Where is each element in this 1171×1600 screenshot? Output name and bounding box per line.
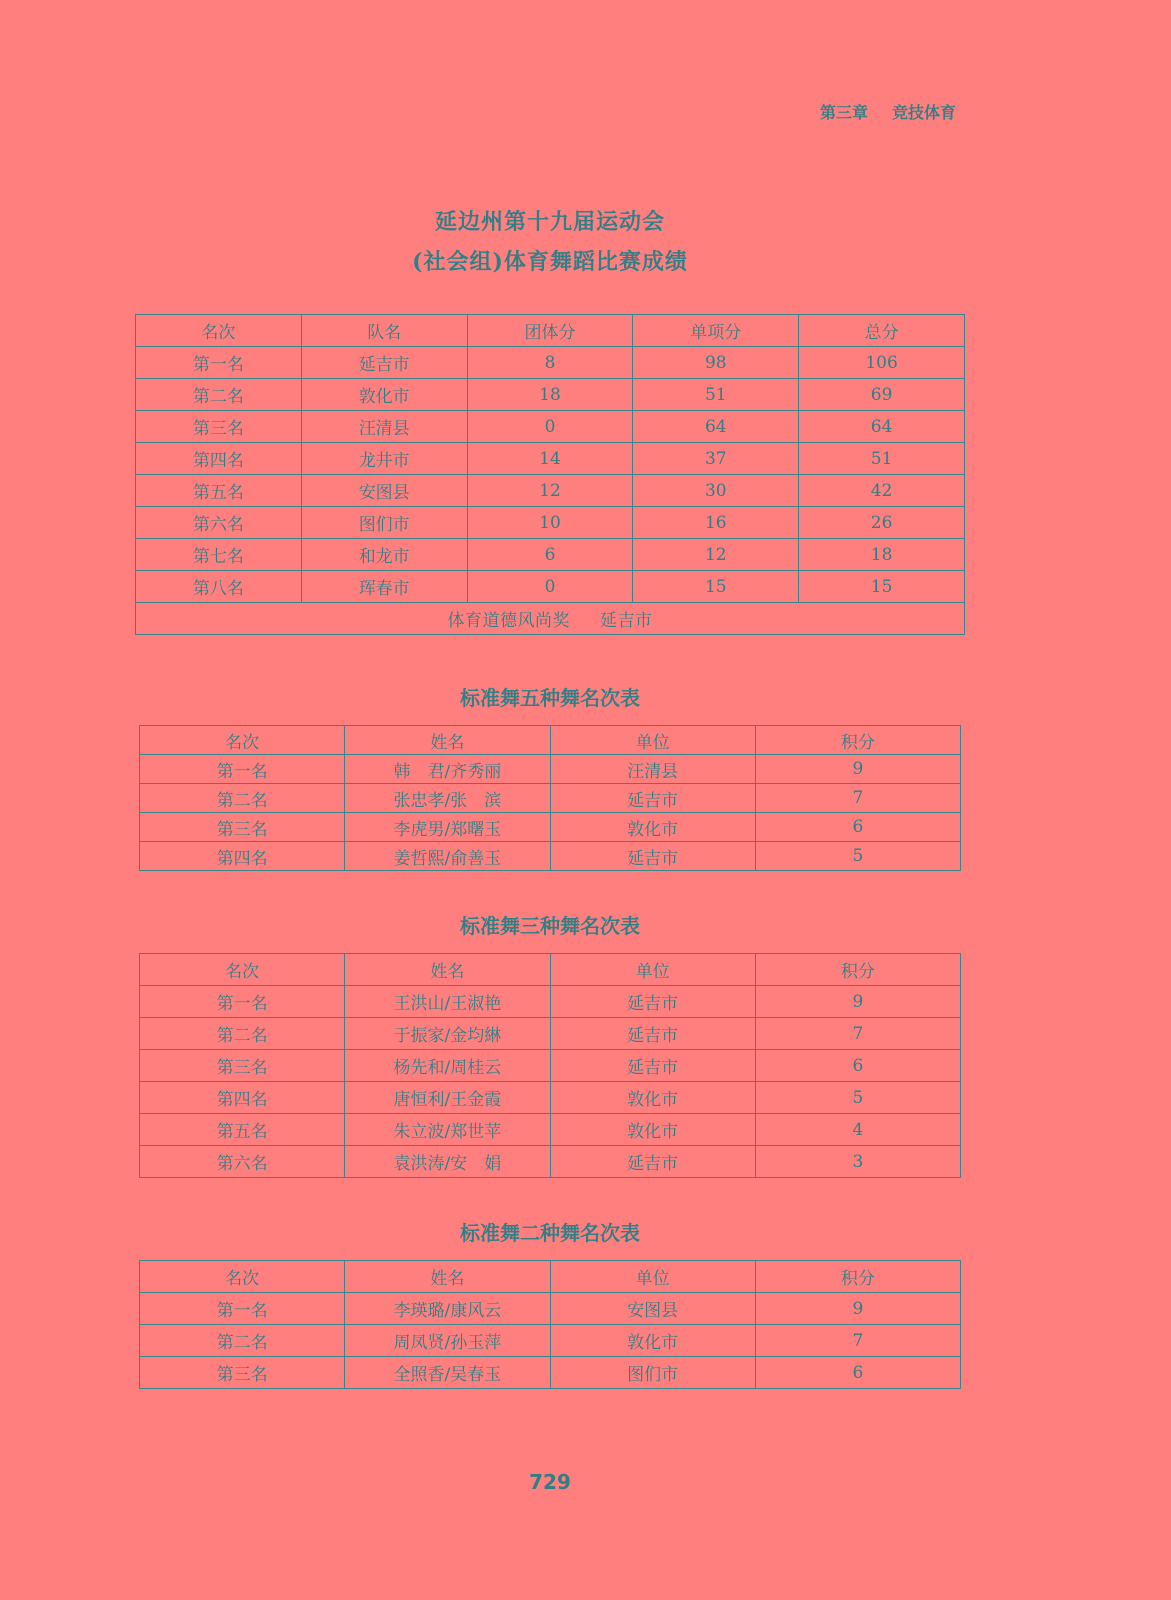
- rank-cell: 第一名: [140, 986, 345, 1018]
- team-cell: 图们市: [301, 507, 467, 539]
- name-cell: 杨先和/周桂云: [345, 1050, 550, 1082]
- column-header: 单项分: [633, 315, 799, 347]
- unit-cell: 图们市: [550, 1357, 755, 1389]
- rank-cell: 第五名: [140, 1114, 345, 1146]
- team-score-cell: 12: [467, 475, 633, 507]
- award-name: 体育道德风尚奖: [447, 611, 570, 631]
- event-score-cell: 15: [633, 571, 799, 603]
- team-score-cell: 6: [467, 539, 633, 571]
- unit-cell: 延吉市: [550, 1018, 755, 1050]
- rank-cell: 第三名: [140, 813, 345, 842]
- unit-cell: 延吉市: [550, 842, 755, 871]
- table-row: [140, 1357, 961, 1389]
- name-cell: 张忠孝/张 滨: [345, 784, 550, 813]
- table-row: [136, 507, 965, 539]
- team-cell: 和龙市: [301, 539, 467, 571]
- rank-cell: 第三名: [136, 411, 302, 443]
- rank-cell: 第二名: [140, 1325, 345, 1357]
- chapter-label: 第三章: [820, 103, 869, 122]
- table-header-row: [140, 954, 961, 986]
- event-score-cell: 51: [633, 379, 799, 411]
- event-score-cell: 30: [633, 475, 799, 507]
- points-cell: 7: [755, 1018, 960, 1050]
- event-score-cell: 37: [633, 443, 799, 475]
- table-row: [140, 1018, 961, 1050]
- table-row: [140, 1325, 961, 1357]
- unit-cell: 敦化市: [550, 1114, 755, 1146]
- team-cell: 敦化市: [301, 379, 467, 411]
- column-header: 积分: [755, 726, 960, 755]
- unit-cell: 延吉市: [550, 1050, 755, 1082]
- std5-title: 标准舞五种舞名次表: [460, 686, 640, 710]
- points-cell: 9: [755, 986, 960, 1018]
- points-cell: 4: [755, 1114, 960, 1146]
- column-header: 单位: [550, 1261, 755, 1293]
- points-cell: 7: [755, 784, 960, 813]
- table-row: [140, 1293, 961, 1325]
- total-score-cell: 69: [799, 379, 965, 411]
- table-row: [140, 784, 961, 813]
- table-header-row: [136, 315, 965, 347]
- column-header: 名次: [140, 726, 345, 755]
- team-score-cell: 18: [467, 379, 633, 411]
- team-cell: 延吉市: [301, 347, 467, 379]
- column-header: 名次: [140, 1261, 345, 1293]
- points-cell: 3: [755, 1146, 960, 1178]
- event-score-cell: 64: [633, 411, 799, 443]
- table-row: [136, 539, 965, 571]
- total-score-cell: 26: [799, 507, 965, 539]
- points-cell: 9: [755, 1293, 960, 1325]
- team-score-cell: 10: [467, 507, 633, 539]
- team-score-cell: 0: [467, 411, 633, 443]
- name-cell: 袁洪涛/安 娟: [345, 1146, 550, 1178]
- table-row: [140, 1114, 961, 1146]
- rank-cell: 第六名: [140, 1146, 345, 1178]
- table-header-row: [140, 726, 961, 755]
- total-score-cell: 42: [799, 475, 965, 507]
- unit-cell: 敦化市: [550, 813, 755, 842]
- rank-cell: 第二名: [140, 784, 345, 813]
- section-label: 竞技体育: [892, 103, 957, 122]
- unit-cell: 延吉市: [550, 1146, 755, 1178]
- table-row: [136, 571, 965, 603]
- team-cell: 龙井市: [301, 443, 467, 475]
- points-cell: 5: [755, 1082, 960, 1114]
- name-cell: 唐恒利/王金霞: [345, 1082, 550, 1114]
- table-row: [136, 411, 965, 443]
- name-cell: 全照香/吴春玉: [345, 1357, 550, 1389]
- table-row: [140, 1050, 961, 1082]
- points-cell: 5: [755, 842, 960, 871]
- total-score-cell: 15: [799, 571, 965, 603]
- column-header: 名次: [136, 315, 302, 347]
- column-header: 名次: [140, 954, 345, 986]
- rank-cell: 第二名: [140, 1018, 345, 1050]
- table-row: [136, 475, 965, 507]
- team-results-table: [135, 314, 965, 635]
- unit-cell: 敦化市: [550, 1325, 755, 1357]
- column-header: 姓名: [345, 954, 550, 986]
- std3-table: [139, 953, 961, 1178]
- page-title: 延边州第十九届运动会: [434, 209, 665, 235]
- unit-cell: 延吉市: [550, 986, 755, 1018]
- name-cell: 韩 君/齐秀丽: [345, 755, 550, 784]
- name-cell: 李瑛璐/康风云: [345, 1293, 550, 1325]
- name-cell: 周凤贤/孙玉萍: [345, 1325, 550, 1357]
- points-cell: 6: [755, 1357, 960, 1389]
- rank-cell: 第六名: [136, 507, 302, 539]
- total-score-cell: 51: [799, 443, 965, 475]
- team-score-cell: 8: [467, 347, 633, 379]
- rank-cell: 第三名: [140, 1357, 345, 1389]
- unit-cell: 延吉市: [550, 784, 755, 813]
- rank-cell: 第一名: [136, 347, 302, 379]
- rank-cell: 第一名: [140, 1293, 345, 1325]
- rank-cell: 第四名: [136, 443, 302, 475]
- column-header: 总分: [799, 315, 965, 347]
- total-score-cell: 64: [799, 411, 965, 443]
- team-cell: 汪清县: [301, 411, 467, 443]
- column-header: 单位: [550, 726, 755, 755]
- std2-title: 标准舞二种舞名次表: [460, 1221, 640, 1245]
- rank-cell: 第四名: [140, 842, 345, 871]
- team-cell: 安图县: [301, 475, 467, 507]
- column-header: 队名: [301, 315, 467, 347]
- event-score-cell: 16: [633, 507, 799, 539]
- std3-title: 标准舞三种舞名次表: [460, 914, 640, 938]
- team-score-cell: 14: [467, 443, 633, 475]
- rank-cell: 第三名: [140, 1050, 345, 1082]
- name-cell: 姜哲熙/俞善玉: [345, 842, 550, 871]
- unit-cell: 汪清县: [550, 755, 755, 784]
- table-row: [136, 379, 965, 411]
- column-header: 单位: [550, 954, 755, 986]
- table-row: [140, 986, 961, 1018]
- table-row: [140, 813, 961, 842]
- rank-cell: 第四名: [140, 1082, 345, 1114]
- table-row: [140, 842, 961, 871]
- name-cell: 李虎男/郑曙玉: [345, 813, 550, 842]
- event-score-cell: 98: [633, 347, 799, 379]
- award-row: [136, 603, 965, 635]
- table-header-row: [140, 1261, 961, 1293]
- std2-table: [139, 1260, 961, 1389]
- name-cell: 于振家/金均綝: [345, 1018, 550, 1050]
- award-winner: 延吉市: [600, 611, 653, 631]
- table-row: [140, 1146, 961, 1178]
- award-cell: [136, 603, 965, 635]
- rank-cell: 第一名: [140, 755, 345, 784]
- rank-cell: 第五名: [136, 475, 302, 507]
- rank-cell: 第二名: [136, 379, 302, 411]
- points-cell: 7: [755, 1325, 960, 1357]
- team-score-cell: 0: [467, 571, 633, 603]
- total-score-cell: 18: [799, 539, 965, 571]
- name-cell: 王洪山/王淑艳: [345, 986, 550, 1018]
- total-score-cell: 106: [799, 347, 965, 379]
- team-cell: 珲春市: [301, 571, 467, 603]
- page-subtitle: (社会组)体育舞蹈比赛成绩: [412, 249, 688, 275]
- event-score-cell: 12: [633, 539, 799, 571]
- column-header: 积分: [755, 954, 960, 986]
- name-cell: 朱立波/郑世苹: [345, 1114, 550, 1146]
- std5-table: [139, 725, 961, 871]
- table-row: [136, 347, 965, 379]
- rank-cell: 第八名: [136, 571, 302, 603]
- page-number: 729: [529, 1470, 571, 1494]
- points-cell: 6: [755, 1050, 960, 1082]
- column-header: 姓名: [345, 726, 550, 755]
- points-cell: 6: [755, 813, 960, 842]
- points-cell: 9: [755, 755, 960, 784]
- unit-cell: 敦化市: [550, 1082, 755, 1114]
- table-row: [136, 443, 965, 475]
- running-header: [820, 100, 965, 124]
- unit-cell: 安图县: [550, 1293, 755, 1325]
- rank-cell: 第七名: [136, 539, 302, 571]
- table-row: [140, 755, 961, 784]
- column-header: 姓名: [345, 1261, 550, 1293]
- column-header: 团体分: [467, 315, 633, 347]
- table-row: [140, 1082, 961, 1114]
- column-header: 积分: [755, 1261, 960, 1293]
